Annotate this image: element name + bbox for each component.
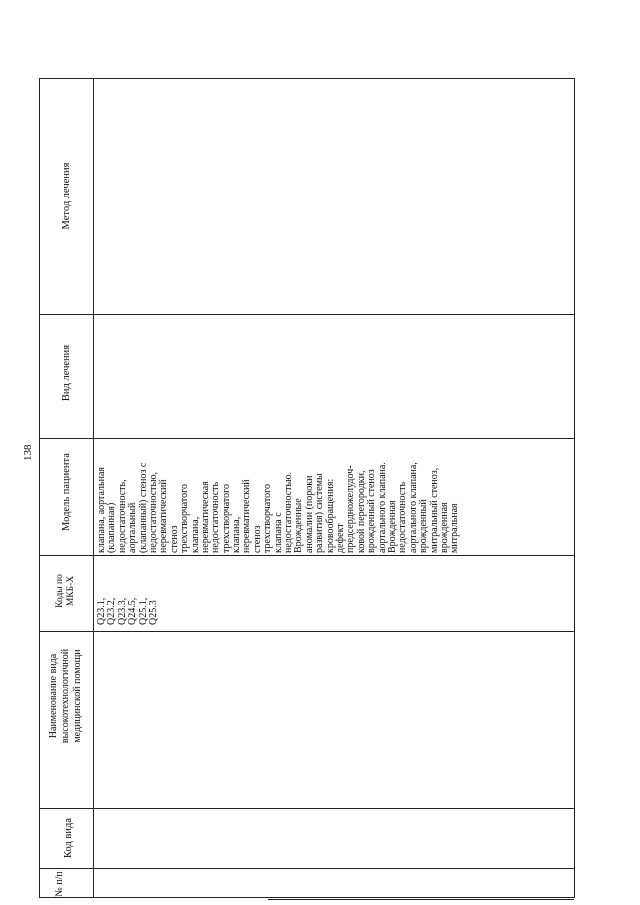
model-line: неревматический <box>241 479 253 553</box>
model-line: врожденный <box>418 499 430 553</box>
model-line: предсердножелудоч- <box>345 465 357 553</box>
model-line: ковой перегородки, <box>355 470 367 553</box>
model-line: аортального клапана. <box>376 462 388 553</box>
header-num-text: № п/п <box>54 871 65 897</box>
header-name <box>48 632 84 760</box>
header-name-text: Наименование вида высокотехнологичной медицинской помощи <box>48 648 83 744</box>
patient-model-text <box>97 462 461 553</box>
model-line: клапана, аортальная <box>96 466 107 553</box>
icd-code: Q24.5, <box>127 597 139 625</box>
model-line: недостаточность <box>210 481 222 553</box>
model-line: (клапанная) <box>106 502 118 553</box>
page-number: 138 <box>22 444 34 461</box>
header-treatment-type: Вид лечения <box>61 344 72 402</box>
icd-code: Q25.3 <box>147 600 159 625</box>
header-code: Код вида <box>63 818 74 858</box>
model-line: недостаточность <box>397 481 409 553</box>
model-line: клапана с <box>272 512 284 553</box>
model-line: трехстворчатого <box>179 483 191 553</box>
model-line: клапана, <box>189 516 201 553</box>
model-line: неревматическая <box>199 481 211 553</box>
model-line: аортального клапана, <box>407 462 419 553</box>
model-line: кровообращения: <box>324 478 336 553</box>
model-line: врожденный стеноз <box>366 469 378 553</box>
model-line: неревматический <box>158 479 170 553</box>
model-line: дефект <box>334 523 346 553</box>
model-line: трехстворчатого <box>262 483 274 553</box>
header-icd-codes-line: Коды по МКБ-X <box>55 574 76 608</box>
column-divider <box>39 314 575 315</box>
column-divider <box>39 438 575 439</box>
model-line: стеноз <box>251 525 263 553</box>
column-divider <box>39 868 575 869</box>
model-line: недостаточностью, <box>147 471 159 553</box>
header-divider <box>93 78 94 898</box>
model-line: развития) системы <box>314 473 326 553</box>
model-line: врожденная <box>438 502 450 553</box>
model-line: трехстворчатого <box>220 483 232 553</box>
column-divider <box>39 631 575 632</box>
model-line: недостаточностью. <box>283 471 295 553</box>
icd-code: Q25.1, <box>137 597 149 625</box>
header-method: Метод лечения <box>61 162 72 230</box>
header-icd-codes <box>55 563 77 619</box>
icd-code: Q23.2, <box>106 597 118 625</box>
icd-codes-list <box>97 598 159 625</box>
model-line: недостаточность, <box>116 479 128 553</box>
model-line: митральный стеноз, <box>428 467 440 553</box>
model-line: стеноз <box>168 525 180 553</box>
model-line: митральная <box>449 503 461 553</box>
model-line: (клапанный) стеноз с <box>137 462 149 553</box>
header-num <box>54 870 65 898</box>
bottom-rule <box>268 899 574 900</box>
icd-code: Q23.1, <box>96 597 107 625</box>
model-line: Врожденные <box>293 498 305 553</box>
column-divider <box>39 808 575 809</box>
model-line: аортальный <box>127 502 139 553</box>
model-line: клапана, <box>231 516 243 553</box>
icd-code: Q23.3, <box>116 597 128 625</box>
column-divider <box>39 555 575 556</box>
model-line: Врожденная <box>386 500 398 553</box>
header-model: Модель пациента <box>61 453 72 531</box>
model-line: аномалии (пороки <box>303 475 315 553</box>
